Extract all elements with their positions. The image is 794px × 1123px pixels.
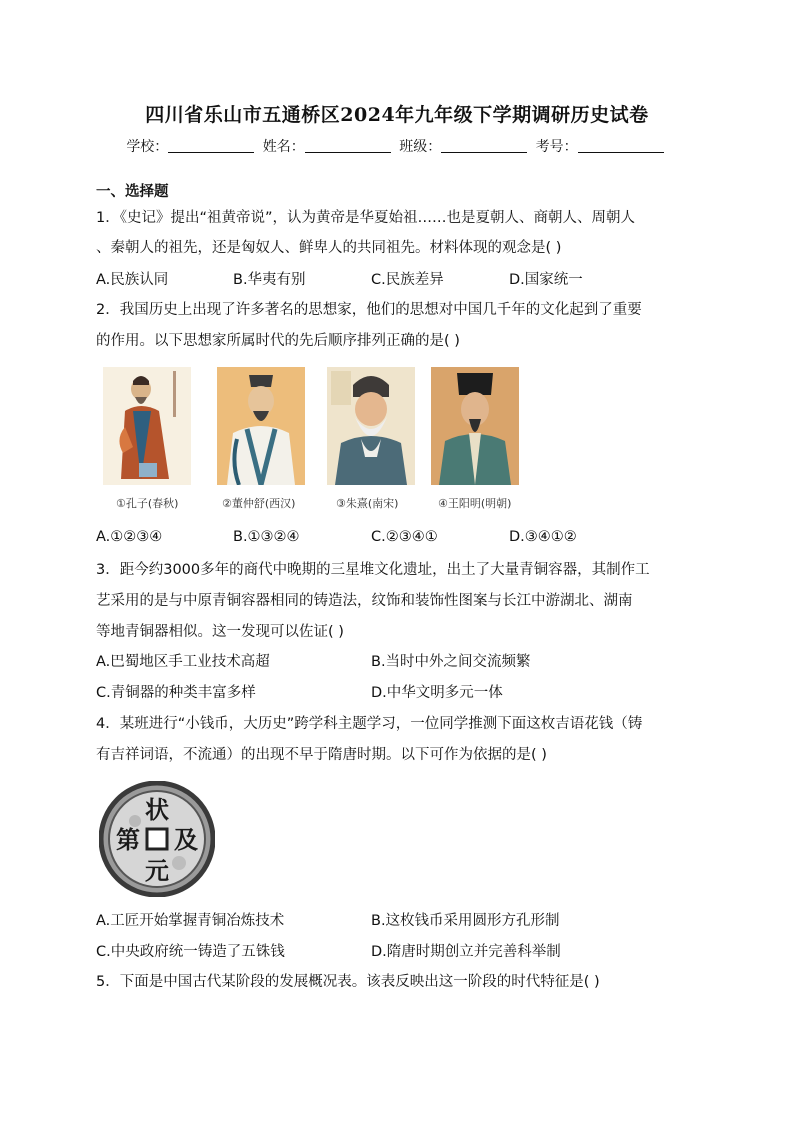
q3-option-d[interactable]: D.中华文明多元一体: [371, 685, 503, 701]
q3-option-a[interactable]: A.巴蜀地区手工业技术高超: [96, 654, 270, 670]
q2-option-a[interactable]: A.①②③④: [96, 529, 163, 545]
q2-option-c[interactable]: C.②③④①: [371, 529, 438, 545]
name-blank[interactable]: [305, 138, 391, 153]
q3-stem-line3: 等地青铜器相似。这一发现可以佐证( ): [96, 624, 344, 640]
q4-option-a[interactable]: A.工匠开始掌握青铜冶炼技术: [96, 913, 285, 929]
caption-zhu-xi: ③朱熹(南宋): [336, 497, 399, 510]
q2-stem-line2: 的作用。以下思想家所属时代的先后顺序排列正确的是( ): [96, 333, 460, 349]
q4-option-b[interactable]: B.这枚钱币采用圆形方孔形制: [371, 913, 560, 929]
student-info-line: [0, 136, 794, 156]
q2-option-d[interactable]: D.③④①②: [509, 529, 577, 545]
caption-dong-zhongshu: ②董仲舒(西汉): [222, 497, 296, 510]
coin-char-left: 第: [116, 825, 140, 854]
coin-char-right: 及: [174, 825, 198, 854]
q4-stem-line2: 有吉祥词语，不流通）的出现不早于隋唐时期。以下可作为依据的是( ): [96, 747, 547, 763]
exam-title: 四川省乐山市五通桥区2024年九年级下学期调研历史试卷: [145, 104, 649, 126]
portrait-confucius: [103, 367, 191, 485]
q1-option-b[interactable]: B.华夷有别: [233, 272, 306, 288]
q3-option-c[interactable]: C.青铜器的种类丰富多样: [96, 685, 256, 701]
coin-char-bottom: 元: [145, 856, 169, 885]
caption-confucius: ①孔子(春秋): [116, 497, 179, 510]
class-blank[interactable]: [441, 138, 527, 153]
name-label: 姓名：: [262, 139, 305, 155]
school-blank[interactable]: [168, 138, 254, 153]
q2-stem-line1: 2．我国历史上出现了许多著名的思想家，他们的思想对中国几千年的文化起到了重要: [96, 302, 642, 318]
q4-option-d[interactable]: D.隋唐时期创立并完善科举制: [371, 944, 561, 960]
portrait-wang-yangming: [431, 367, 519, 485]
q4-option-c[interactable]: C.中央政府统一铸造了五铢钱: [96, 944, 285, 960]
q1-stem-line1: 1．《史记》提出“祖黄帝说”，认为黄帝是华夏始祖……也是夏朝人、商朝人、周朝人: [96, 210, 635, 226]
q3-stem-line1: 3．距今约3000多年的商代中晚期的三星堆文化遗址，出土了大量青铜容器，其制作工: [96, 562, 650, 578]
q1-stem-line2: 、秦朝人的祖先，还是匈奴人、鲜卑人的共同祖先。材料体现的观念是( ): [96, 240, 562, 256]
number-blank[interactable]: [578, 138, 664, 153]
section-heading: 一、选择题: [96, 184, 169, 200]
caption-wang-yangming: ④王阳明(明朝): [438, 497, 512, 510]
coin-image: [99, 781, 215, 897]
q2-option-b[interactable]: B.①③②④: [233, 529, 300, 545]
q4-stem-line1: 4．某班进行“小钱币，大历史”跨学科主题学习，一位同学推测下面这枚吉语花钱（铸: [96, 716, 643, 732]
class-label: 班级：: [399, 139, 442, 155]
q1-option-c[interactable]: C.民族差异: [371, 272, 444, 288]
q1-option-a[interactable]: A.民族认同: [96, 272, 169, 288]
q5-stem-line1: 5．下面是中国古代某阶段的发展概况表。该表反映出这一阶段的时代特征是( ): [96, 974, 600, 990]
portrait-zhu-xi: [327, 367, 415, 485]
school-label: 学校：: [126, 139, 169, 155]
coin-char-top: 状: [145, 795, 169, 824]
portrait-dong-zhongshu: [217, 367, 305, 485]
number-label: 考号：: [535, 139, 578, 155]
q3-option-b[interactable]: B.当时中外之间交流频繁: [371, 654, 531, 670]
q1-option-d[interactable]: D.国家统一: [509, 272, 583, 288]
q3-stem-line2: 艺采用的是与中原青铜容器相同的铸造法，纹饰和装饰性图案与长江中游湖北、湖南: [96, 593, 633, 609]
